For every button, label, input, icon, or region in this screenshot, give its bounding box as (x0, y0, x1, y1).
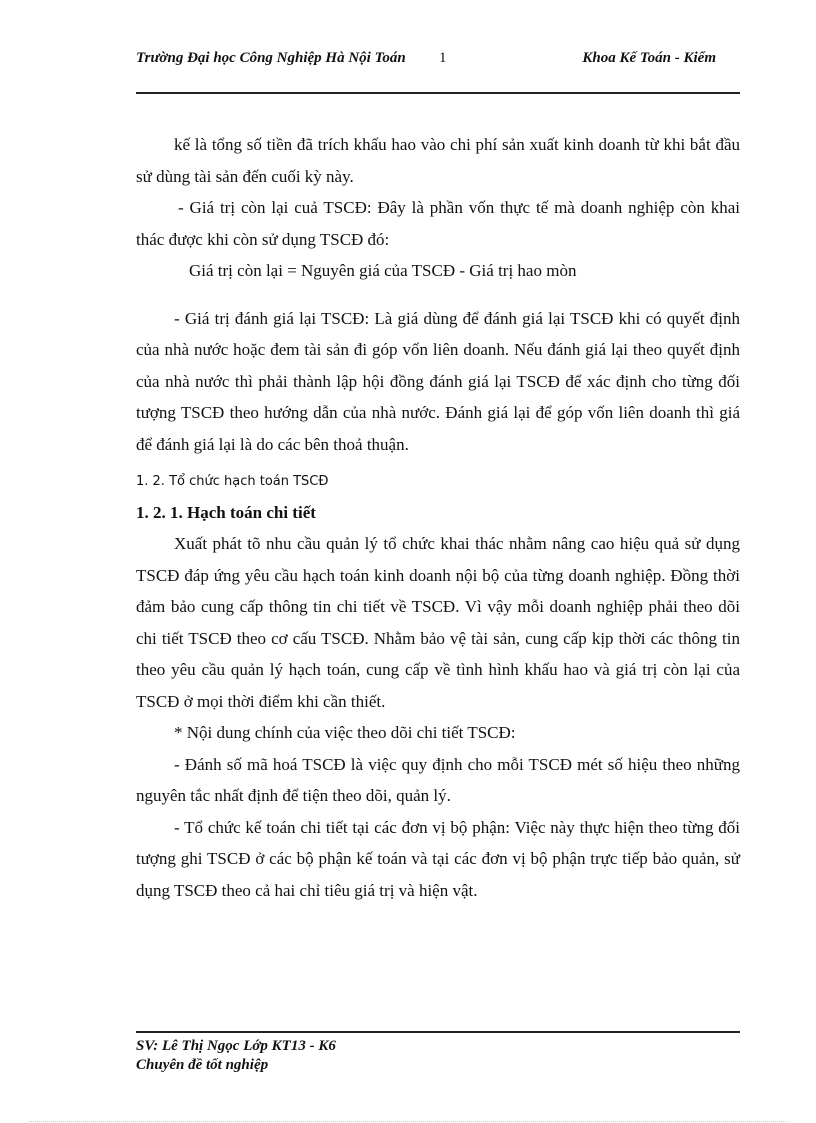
subsection-heading: 1. 2. 1. Hạch toán chi tiết (136, 503, 316, 522)
paragraph-4: Xuất phát tõ nhu cầu quản lý tổ chức khai thác nhằm nâng cao hiệu quả sử dụng TSCĐ đáp ứng yêu cầu hạch toán kinh doanh nội bộ của từng doanh nghiệp. Đồng thời đảm bảo cung cấp thông tin chi tiết về TSCĐ. Vì vậy mỗi doanh nghiệp phải theo dõi chi tiết TSCĐ theo cơ cấu TSCĐ. Nhằm bảo vệ tài sản, cung cấp kịp thời các thông tin theo yêu cầu quản lý hạch toán, cung cấp về tình hình khấu hao và giá trị còn lại của TSCĐ ở mọi thời điểm khi cần thiết. (136, 534, 740, 711)
header-school: Trường Đại học Công Nghiệp Hà Nội Toán (136, 50, 406, 66)
footer-student: SV: Lê Thị Ngọc Lớp KT13 - K6 (136, 1038, 336, 1054)
page-footer (136, 1031, 740, 1075)
paragraph-6: - Đánh số mã hoá TSCĐ là việc quy định cho mỗi TSCĐ mét số hiệu theo những nguyên tắc nhất định để tiện theo dõi, quản lý. (136, 754, 740, 805)
page-content (136, 129, 740, 906)
page-bottom-rule (30, 1121, 786, 1122)
formula-line: Giá trị còn lại = Nguyên giá của TSCĐ - Giá trị hao mòn (189, 261, 577, 280)
section-heading: 1. 2. Tổ chức hạch toán TSCĐ (136, 474, 329, 489)
paragraph-3: - Giá trị đánh giá lại TSCĐ: Là giá dùng để đánh giá lại TSCĐ khi có quyết định của nhà nước hoặc đem tài sản đi góp vốn liên doanh. Nếu đánh giá lại theo quyết định của nhà nước thì phải thành lập hội đồng đánh giá lại TSCĐ để xác định cho từng đối tượng TSCĐ theo hướng dẫn của nhà nước. Đánh giá lại để góp vốn liên doanh thì giá để đánh giá lại là do các bên thoả thuận. (136, 308, 740, 454)
paragraph-1: kế là tổng số tiền đã trích khấu hao vào chi phí sản xuất kinh doanh từ khi bắt đầu sử dùng tài sản đến cuối kỳ này. (136, 135, 740, 186)
header-page-number: 1 (439, 50, 447, 66)
paragraph-2: - Giá trị còn lại cuả TSCĐ: Đây là phần vốn thực tế mà doanh nghiệp còn khai thác được khi còn sử dụng TSCĐ đó: (136, 198, 740, 249)
paragraph-5: * Nội dung chính của việc theo dõi chi tiết TSCĐ: (174, 723, 516, 742)
footer-title: Chuyên đề tốt nghiệp (136, 1057, 269, 1073)
paragraph-7: - Tổ chức kế toán chi tiết tại các đơn vị bộ phận: Việc này thực hiện theo từng đối tượng ghi TSCĐ ở các bộ phận kế toán và tại các đơn vị bộ phận trực tiếp bảo quản, sử dụng TSCĐ theo cả hai chỉ tiêu giá trị và hiện vật. (136, 817, 740, 900)
header-department: Khoa Kế Toán - Kiểm (582, 50, 716, 66)
page-header (136, 48, 740, 94)
spacer (136, 287, 740, 303)
